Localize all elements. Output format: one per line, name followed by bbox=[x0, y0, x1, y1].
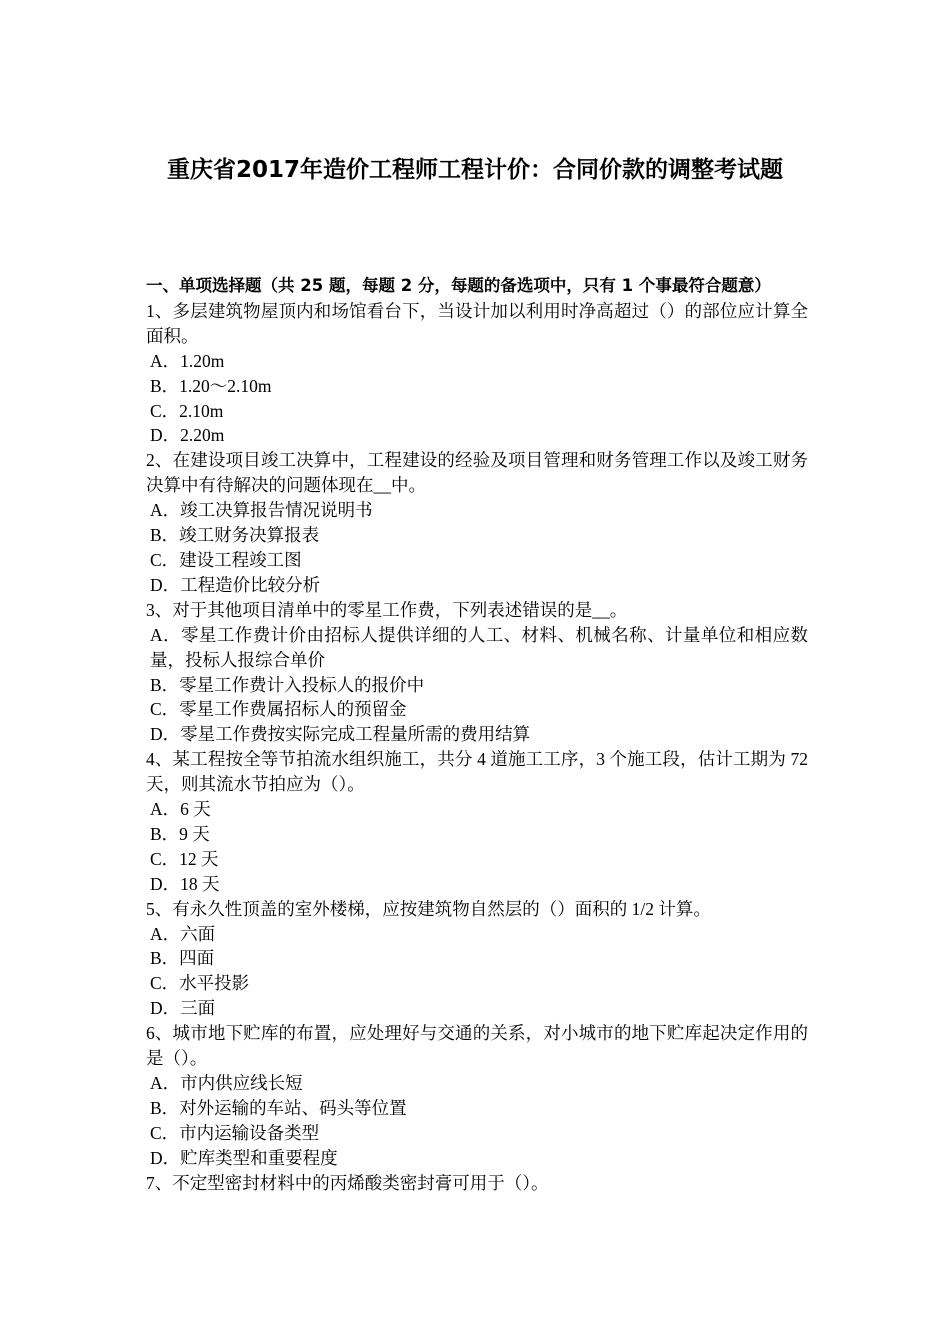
question-1-option-d: D．2.20m bbox=[150, 425, 225, 446]
question-7: 7、不定型密封材料中的丙烯酸类密封膏可用于（）。 bbox=[146, 1172, 549, 1193]
question-1-option-c: C．2.10m bbox=[150, 400, 224, 421]
question-4-option-b: B．9 天 bbox=[150, 823, 210, 844]
question-1: 1、多层建筑物屋顶内和场馆看台下，当设计加以利用时净高超过（）的部位应计算全面积。 bbox=[146, 300, 808, 346]
question-6-option-c: C．市内运输设备类型 bbox=[150, 1122, 320, 1143]
question-6-option-b: B．对外运输的车站、码头等位置 bbox=[150, 1097, 407, 1118]
question-4-option-c: C．12 天 bbox=[150, 848, 219, 869]
question-2: 2、在建设项目竣工决算中，工程建设的经验及项目管理和财务管理工作以及竣工财务决算中有待解决的问题体现在__中。 bbox=[146, 450, 808, 496]
document-body bbox=[146, 274, 808, 1196]
question-6: 6、城市地下贮库的布置，应处理好与交通的关系，对小城市的地下贮库起决定作用的是（）。 bbox=[146, 1023, 808, 1069]
question-3-option-d: D．零星工作费按实际完成工程量所需的费用结算 bbox=[150, 724, 531, 745]
question-4-option-d: D．18 天 bbox=[150, 873, 220, 894]
question-6-option-d: D．贮库类型和重要程度 bbox=[150, 1147, 338, 1168]
question-2-option-b: B．竣工财务决算报表 bbox=[150, 525, 320, 546]
question-5-option-d: D．三面 bbox=[150, 998, 216, 1019]
section-header: 一、单项选择题（共 25 题，每题 2 分，每题的备选项中，只有 1 个事最符合题意） bbox=[146, 276, 771, 295]
question-5: 5、有永久性顶盖的室外楼梯，应按建筑物自然层的（）面积的 1/2 计算。 bbox=[146, 898, 711, 919]
question-3: 3、对于其他项目清单中的零星工作费，下列表述错误的是__。 bbox=[146, 599, 628, 620]
question-4: 4、某工程按全等节拍流水组织施工，共分 4 道施工工序，3 个施工段，估计工期为 72 天，则其流水节拍应为（）。 bbox=[146, 749, 808, 795]
question-2-option-a: A．竣工决算报告情况说明书 bbox=[150, 500, 373, 521]
question-3-option-c: C．零星工作费属招标人的预留金 bbox=[150, 699, 407, 720]
question-5-option-b: B．四面 bbox=[150, 948, 215, 969]
question-3-option-b: B．零星工作费计入投标人的报价中 bbox=[150, 674, 425, 695]
question-6-option-a: A．市内供应线长短 bbox=[150, 1073, 303, 1093]
question-5-option-c: C．水平投影 bbox=[150, 973, 250, 994]
question-3-option-a: A．零星工作费计价由招标人提供详细的人工、材料、机械名称、计量单位和相应数量，投标人报综合单价 bbox=[150, 624, 808, 670]
question-2-option-c: C．建设工程竣工图 bbox=[150, 549, 302, 570]
document-title: 重庆省2017年造价工程师工程计价：合同价款的调整考试题 bbox=[166, 157, 783, 183]
question-4-option-a: A．6 天 bbox=[150, 799, 211, 820]
question-2-option-d: D．工程造价比较分析 bbox=[150, 574, 321, 595]
question-5-option-a: A．六面 bbox=[150, 923, 216, 944]
question-1-option-a: A．1.20m bbox=[150, 350, 225, 371]
question-1-option-b: B．1.20～2.10m bbox=[150, 375, 272, 396]
